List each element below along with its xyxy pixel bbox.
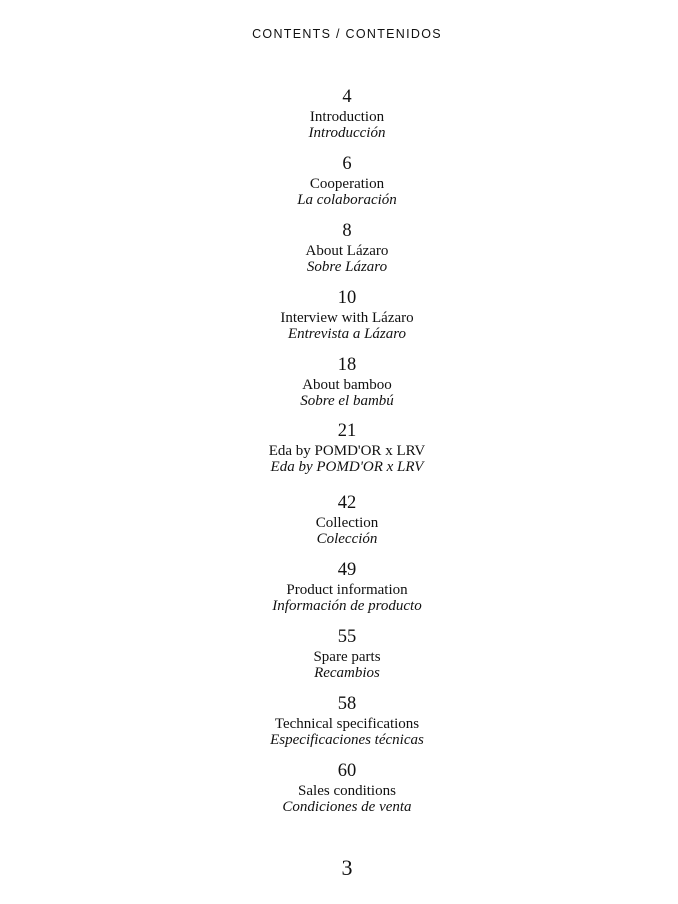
toc-title-english: Eda by POMD'OR x LRV: [268, 443, 426, 459]
toc-title-english: Product information: [286, 582, 408, 598]
toc-title-spanish: Sobre el bambú: [300, 393, 394, 409]
toc-title-spanish: Recambios: [314, 665, 380, 681]
toc-page-number: 18: [337, 355, 357, 375]
toc-title-english: Sales conditions: [298, 783, 396, 799]
toc-title-english: Interview with Lázaro: [280, 310, 414, 326]
toc-title-spanish: Eda by POMD'OR x LRV: [270, 459, 424, 475]
toc-entry-cooperation[interactable]: [0, 154, 678, 209]
toc-title-spanish: Entrevista a Lázaro: [287, 326, 407, 342]
toc-title-english: Cooperation: [309, 176, 385, 192]
toc-page-number: 55: [337, 627, 357, 647]
toc-page-number: 60: [337, 761, 357, 781]
toc-entry-eda[interactable]: [0, 421, 678, 476]
toc-title-spanish: Especificaciones técnicas: [270, 732, 424, 748]
toc-page-number: 6: [342, 154, 352, 174]
toc-entry-sales-conditions[interactable]: [0, 761, 678, 816]
toc-title-english: About Lázaro: [305, 243, 389, 259]
toc-title-english: Collection: [315, 515, 379, 531]
toc-entry-spare-parts[interactable]: [0, 627, 678, 682]
toc-title-english: Introduction: [309, 109, 385, 125]
toc-title-spanish: La colaboración: [297, 192, 397, 208]
toc-page-number: 58: [337, 694, 357, 714]
toc-page-number: 42: [337, 493, 357, 513]
toc-title-spanish: Introducción: [308, 125, 386, 141]
toc-title-spanish: Sobre Lázaro: [306, 259, 388, 275]
toc-entry-collection[interactable]: [0, 493, 678, 548]
toc-page-number: 21: [337, 421, 357, 441]
page-title: CONTENTS / CONTENIDOS: [252, 27, 442, 41]
toc-title-english: Technical specifications: [274, 716, 420, 732]
toc-page-number: 49: [337, 560, 357, 580]
toc-page-number: 10: [337, 288, 357, 308]
toc-title-spanish: Información de producto: [272, 598, 422, 614]
toc-page-number: 8: [342, 221, 352, 241]
toc-entry-technical-specifications[interactable]: [0, 694, 678, 749]
toc-title-english: Spare parts: [313, 649, 381, 665]
toc-title-spanish: Colección: [316, 531, 378, 547]
toc-entry-about-bamboo[interactable]: [0, 355, 678, 410]
toc-entry-product-information[interactable]: [0, 560, 678, 615]
toc-title-english: About bamboo: [302, 377, 392, 393]
toc-page-number: 4: [342, 87, 352, 107]
toc-entry-interview[interactable]: [0, 288, 678, 343]
toc-entry-about-lazaro[interactable]: [0, 221, 678, 276]
toc-title-spanish: Condiciones de venta: [282, 799, 412, 815]
page-number: 3: [341, 855, 353, 880]
toc-entry-introduction[interactable]: [0, 87, 678, 142]
